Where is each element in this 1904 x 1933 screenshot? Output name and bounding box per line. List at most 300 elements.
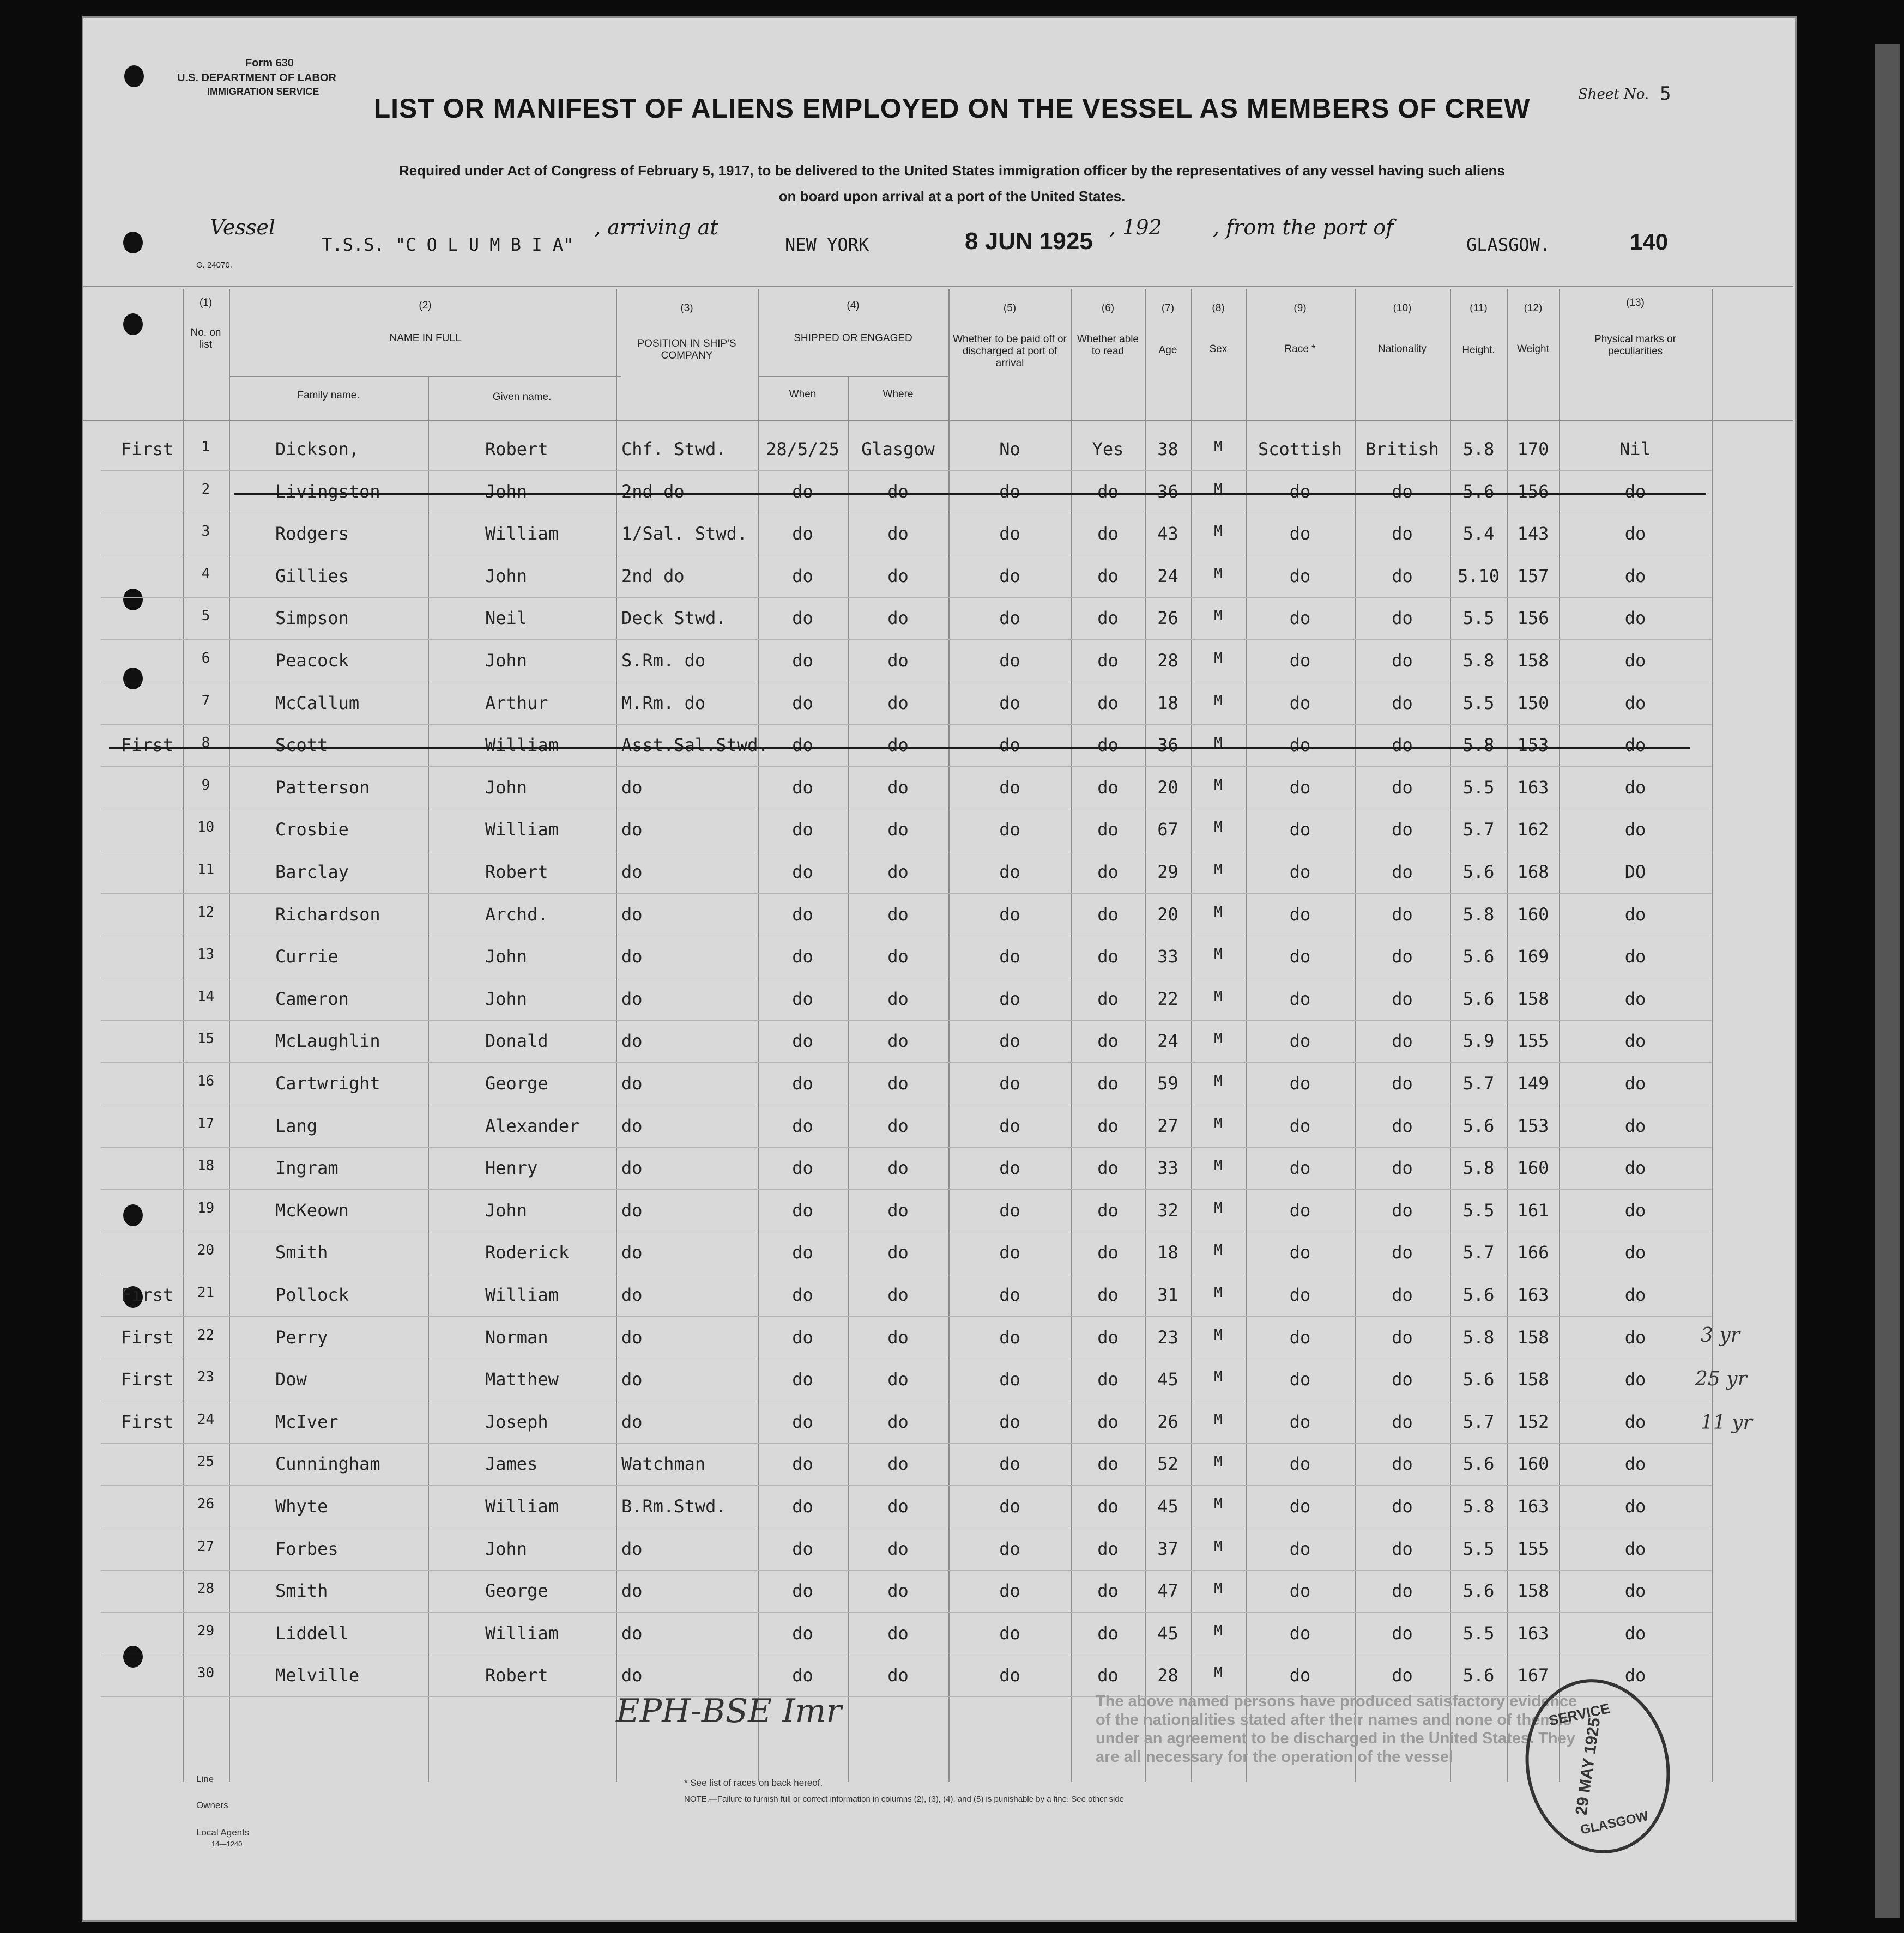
cell-where: Glasgow [861,439,935,459]
cell-no: 9 [201,777,210,793]
list-number: 140 [1630,229,1669,254]
punch-hole [123,589,143,610]
cell-paid: do [999,1031,1020,1052]
cell-nat: do [1392,1665,1413,1686]
cell-sex: M [1214,777,1223,793]
col12-number: (12) [1524,302,1543,314]
cell-position: Asst.Sal.Stwd. [621,735,769,756]
cell-read: do [1097,1580,1119,1602]
cell-family: Dow [275,1369,307,1390]
cell-marks: do [1624,1073,1646,1094]
cell-read: do [1097,1411,1119,1432]
col13-number: (13) [1626,297,1645,308]
cell-no: 10 [197,819,215,836]
cell-paid: do [999,946,1020,967]
cell-family: Gillies [275,565,349,586]
cell-age: 52 [1157,1453,1178,1475]
cell-sex: M [1214,862,1223,878]
cell-nat: do [1392,1158,1413,1179]
cell-weight: 163 [1517,1496,1549,1517]
cell-given: John [485,481,528,502]
cell-no: 4 [201,565,210,582]
col4-header: SHIPPED OR ENGAGED [794,332,912,344]
cell-paid: do [999,1199,1020,1221]
cell-sex: M [1214,1115,1223,1132]
cell-family: Patterson [275,777,370,798]
arriving-label: , arriving at [594,215,718,239]
cell-marks: do [1624,481,1646,502]
cell-race: do [1289,1580,1311,1602]
cell-height: 5.7 [1462,819,1495,840]
cell-no: 19 [197,1199,215,1216]
cell-marks: do [1624,1326,1646,1348]
cell-weight: 152 [1517,1411,1549,1432]
cell-family: Livingston [275,481,380,502]
service: IMMIGRATION SERVICE [207,86,319,97]
cell-marks: do [1624,1031,1646,1052]
cell-age: 47 [1157,1580,1178,1602]
cell-no: 14 [197,988,215,1005]
cell-when: do [792,1284,813,1305]
row-rule [101,1316,1712,1317]
cell-paid: do [999,1580,1020,1602]
cell-paid: do [999,1158,1020,1179]
cell-sex: M [1214,1369,1223,1386]
cell-height: 5.8 [1462,735,1495,756]
cell-read: do [1097,904,1119,925]
row-rule [101,893,1712,894]
cell-family: Liddell [275,1622,349,1644]
year-label: , 192 [1109,215,1162,239]
footer-form-code: 14—1240 [211,1840,243,1848]
cell-paid: do [999,1453,1020,1475]
cell-race: do [1289,988,1311,1009]
cell-race: do [1289,1115,1311,1136]
cell-nat: do [1392,1580,1413,1602]
cell-no: 1 [201,439,210,455]
cell-height: 5.10 [1457,565,1500,586]
cell-no: 6 [201,650,210,666]
cell-family: Richardson [275,904,380,925]
cell-age: 37 [1157,1538,1178,1559]
cell-read: do [1097,1453,1119,1475]
cell-marks: do [1624,1115,1646,1136]
stamp-place: GLASGOW [1579,1809,1650,1838]
vessel-label: Vessel [210,215,276,239]
cell-height: 5.7 [1462,1242,1495,1263]
cell-weight: 156 [1517,608,1549,629]
cell-nat: do [1392,862,1413,882]
cell-race: do [1289,1665,1311,1686]
local-agents-label: Local Agents [196,1827,250,1838]
subtitle-line-1: Required under Act of Congress of February 5, 1917, to be delivered to the United States immigration officer by the representatives of any vessel having such aliens [398,162,1506,179]
stamp-date: 29 MAY 1925 [1572,1717,1604,1817]
sheet-label: Sheet No. [1578,86,1649,102]
cell-paid: do [999,1496,1020,1517]
cell-height: 5.6 [1462,1284,1495,1305]
cell-height: 5.6 [1462,988,1495,1009]
cell-height: 5.8 [1462,1496,1495,1517]
cell-marks: do [1624,692,1646,713]
margin-note-2: 25 yr [1695,1368,1747,1390]
form-number: Form 630 [245,57,294,69]
cell-when: do [792,1496,813,1517]
cell-paid: do [999,1411,1020,1432]
cell-age: 24 [1157,565,1178,586]
cell-sex: M [1214,1158,1223,1174]
cell-given: Henry [485,1158,538,1179]
cell-read: do [1097,946,1119,967]
cell-read: do [1097,862,1119,882]
cell-no: 26 [197,1496,215,1512]
cell-family: Rodgers [275,523,349,544]
row-rule [101,1570,1712,1571]
cell-position: 1/Sal. Stwd. [621,523,748,544]
cell-marks: do [1624,1496,1646,1517]
margin-note-3: 11 yr [1701,1411,1752,1434]
cell-paid: do [999,692,1020,713]
cell-position: do [621,1073,643,1094]
cell-where: do [887,735,909,756]
cell-weight: 143 [1517,523,1549,544]
cell-paid: do [999,988,1020,1009]
cell-weight: 163 [1517,777,1549,798]
cell-sex: M [1214,1665,1223,1682]
cell-no: 27 [197,1538,215,1555]
cell-race: do [1289,1538,1311,1559]
cell-marks: do [1624,608,1646,629]
cell-given: John [485,946,528,967]
cell-family: Perry [275,1326,328,1348]
cell-when: do [792,1158,813,1179]
cell-weight: 166 [1517,1242,1549,1263]
cell-race: do [1289,1199,1311,1221]
cell-height: 5.5 [1462,1538,1495,1559]
row-rule [101,597,1712,598]
cell-marks: do [1624,650,1646,671]
cell-marks: do [1624,1284,1646,1305]
col5-header: Whether to be paid off or discharged at port of arrival [953,334,1067,369]
cell-age: 26 [1157,608,1178,629]
cell-sex: M [1214,1326,1223,1343]
col4-when-header: When [789,389,817,400]
cell-where: do [887,862,909,882]
cell-family: Dickson, [275,439,360,459]
cell-weight: 163 [1517,1622,1549,1644]
cell-no: 28 [197,1580,215,1597]
row-rule [101,639,1712,640]
punch-hole [123,668,143,689]
cell-read: do [1097,523,1119,544]
cell-paid: do [999,1115,1020,1136]
cell-no: 3 [201,523,210,540]
cell-weight: 153 [1517,735,1549,756]
cell-when: 28/5/25 [766,439,839,459]
cell-paid: do [999,1284,1020,1305]
cell-race: do [1289,1411,1311,1432]
cell-position: do [621,1115,643,1136]
cell-height: 5.7 [1462,1411,1495,1432]
cell-age: 18 [1157,692,1178,713]
cell-position: do [621,904,643,925]
cell-when: do [792,565,813,586]
cell-when: do [792,1665,813,1686]
cell-weight: 158 [1517,650,1549,671]
cell-marks: do [1624,1199,1646,1221]
cell-where: do [887,988,909,1009]
cell-read: do [1097,1199,1119,1221]
cell-marks: do [1624,1158,1646,1179]
cell-height: 5.6 [1462,481,1495,502]
cell-no: 15 [197,1031,215,1047]
row-rule [101,766,1712,767]
cell-age: 26 [1157,1411,1178,1432]
cell-read: do [1097,735,1119,756]
cell-weight: 161 [1517,1199,1549,1221]
cell-position: do [621,777,643,798]
cell-race: do [1289,735,1311,756]
cell-marks: do [1624,565,1646,586]
col5-number: (5) [1003,302,1017,314]
cell-where: do [887,777,909,798]
cell-no: 30 [197,1665,215,1682]
cell-no: 5 [201,608,210,625]
cell-no: 8 [201,735,210,752]
cell-nat: do [1392,1496,1413,1517]
cell-given: Robert [485,862,548,882]
cell-no: 20 [197,1242,215,1259]
cell-weight: 149 [1517,1073,1549,1094]
cell-when: do [792,1326,813,1348]
cell-nat: do [1392,777,1413,798]
cell-margin: First [120,1369,174,1390]
cell-family: Pollock [275,1284,349,1305]
col7-number: (7) [1161,302,1175,314]
certification-stamp-text: The above named persons have produced satisfactory evidence of the nationalities stated after their names and none of them is under an agreement to be discharged in the United States. They are all necessary for the operation of the vessel [1096,1693,1577,1766]
cell-weight: 158 [1517,1580,1549,1602]
cell-when: do [792,1115,813,1136]
cell-family: Scott [275,735,328,756]
cell-marks: Nil [1619,439,1651,459]
cell-where: do [887,523,909,544]
col2-header: NAME IN FULL [389,332,461,344]
cell-nat: do [1392,565,1413,586]
cell-marks: do [1624,1622,1646,1644]
cell-nat: do [1392,1326,1413,1348]
header-divider [758,376,948,377]
cell-weight: 158 [1517,1326,1549,1348]
cell-nat: do [1392,988,1413,1009]
cell-sex: M [1214,523,1223,540]
margin-note-1: 3 yr [1701,1324,1740,1347]
cell-race: do [1289,692,1311,713]
col10-header: Nationality [1378,343,1427,355]
cell-race: do [1289,565,1311,586]
cell-given: Archd. [485,904,548,925]
cell-when: do [792,523,813,544]
cell-position: M.Rm. do [621,692,706,713]
cell-position: do [621,819,643,840]
col2-number: (2) [419,300,432,311]
cell-age: 28 [1157,1665,1178,1686]
cell-weight: 167 [1517,1665,1549,1686]
cell-marks: do [1624,1242,1646,1263]
cell-family: McLaughlin [275,1031,380,1052]
punch-hole [123,232,143,253]
cell-age: 20 [1157,904,1178,925]
cell-when: do [792,608,813,629]
cell-position: do [621,1031,643,1052]
cell-age: 33 [1157,946,1178,967]
cell-weight: 157 [1517,565,1549,586]
cell-margin: First [120,735,174,756]
cell-position: do [621,862,643,882]
cell-race: do [1289,1369,1311,1390]
cell-height: 5.6 [1462,1115,1495,1136]
cell-sex: M [1214,1496,1223,1512]
cell-read: do [1097,1242,1119,1263]
cell-sex: M [1214,1622,1223,1639]
cell-where: do [887,481,909,502]
col4-number: (4) [847,300,860,311]
cell-position: do [621,1622,643,1644]
cell-family: Smith [275,1580,328,1602]
cell-age: 36 [1157,735,1178,756]
cell-given: Neil [485,608,528,629]
cell-when: do [792,1369,813,1390]
cell-sex: M [1214,1411,1223,1428]
cell-family: Cunningham [275,1453,380,1475]
cell-where: do [887,1622,909,1644]
cell-where: do [887,1158,909,1179]
cell-read: do [1097,777,1119,798]
cell-where: do [887,1496,909,1517]
cell-read: do [1097,650,1119,671]
cell-position: B.Rm.Stwd. [621,1496,727,1517]
cell-paid: do [999,1242,1020,1263]
cell-where: do [887,1284,909,1305]
page-title: LIST OR MANIFEST OF ALIENS EMPLOYED ON THE VESSEL AS MEMBERS OF CREW [373,93,1531,124]
cell-margin: First [120,1284,174,1305]
cell-sex: M [1214,692,1223,709]
vessel-name: T.S.S. "C O L U M B I A" [322,234,574,255]
cell-marks: do [1624,523,1646,544]
cell-sex: M [1214,1242,1223,1259]
cell-paid: do [999,862,1020,882]
cell-given: William [485,1496,559,1517]
cell-read: do [1097,1665,1119,1686]
row-rule [101,1485,1712,1486]
cell-position: do [621,1665,643,1686]
cell-given: Robert [485,439,548,459]
col2-family-header: Family name. [297,390,360,401]
cell-where: do [887,692,909,713]
cell-sex: M [1214,904,1223,920]
cell-where: do [887,1073,909,1094]
row-rule [101,1020,1712,1021]
cell-weight: 168 [1517,862,1549,882]
cell-nat: do [1392,1115,1413,1136]
cell-given: William [485,523,559,544]
cell-family: Peacock [275,650,349,671]
cell-where: do [887,1199,909,1221]
cell-where: do [887,565,909,586]
cell-height: 5.6 [1462,1453,1495,1475]
cell-paid: do [999,650,1020,671]
cell-read: do [1097,1538,1119,1559]
row-rule [101,724,1712,725]
cell-height: 5.8 [1462,1326,1495,1348]
cell-margin: First [120,1411,174,1432]
cell-when: do [792,862,813,882]
cell-marks: do [1624,1369,1646,1390]
cell-paid: do [999,481,1020,502]
cell-given: Robert [485,1665,548,1686]
cell-when: do [792,819,813,840]
cell-nat: do [1392,1199,1413,1221]
cell-position: S.Rm. do [621,650,706,671]
cell-read: do [1097,1115,1119,1136]
arrival-port: NEW YORK [785,234,869,255]
cell-nat: do [1392,1411,1413,1432]
cell-given: William [485,1284,559,1305]
cell-read: do [1097,819,1119,840]
cell-paid: do [999,1369,1020,1390]
cell-position: do [621,1538,643,1559]
cell-read: do [1097,1158,1119,1179]
cell-family: Currie [275,946,339,967]
cell-given: Norman [485,1326,548,1348]
cell-age: 18 [1157,1242,1178,1263]
cell-race: do [1289,1031,1311,1052]
punch-hole [124,65,144,87]
cell-weight: 150 [1517,692,1549,713]
cell-when: do [792,481,813,502]
cell-nat: do [1392,608,1413,629]
cell-race: do [1289,481,1311,502]
cell-no: 7 [201,692,210,709]
cell-position: do [621,988,643,1009]
cell-sex: M [1214,1580,1223,1597]
cell-read: do [1097,1622,1119,1644]
cell-sex: M [1214,1073,1223,1089]
cell-position: do [621,1242,643,1263]
cell-family: Simpson [275,608,349,629]
cell-sex: M [1214,1284,1223,1301]
cell-when: do [792,1199,813,1221]
cell-paid: do [999,777,1020,798]
punch-hole [123,1204,143,1226]
cell-given: John [485,1538,528,1559]
cell-sex: M [1214,946,1223,963]
cell-sex: M [1214,608,1223,625]
col1-header: No. on list [190,327,221,350]
cell-paid: do [999,1326,1020,1348]
cell-when: do [792,1073,813,1094]
stamp-upper-text: SERVICE [1547,1700,1612,1729]
cell-race: Scottish [1258,439,1343,459]
cell-nat: do [1392,1538,1413,1559]
cell-age: 23 [1157,1326,1178,1348]
cell-when: do [792,650,813,671]
cell-read: do [1097,692,1119,713]
row-rule [101,470,1712,471]
cell-nat: do [1392,1073,1413,1094]
cell-weight: 155 [1517,1031,1549,1052]
cell-race: do [1289,1326,1311,1348]
cell-nat: do [1392,904,1413,925]
from-port-label: , from the port of [1213,215,1394,239]
